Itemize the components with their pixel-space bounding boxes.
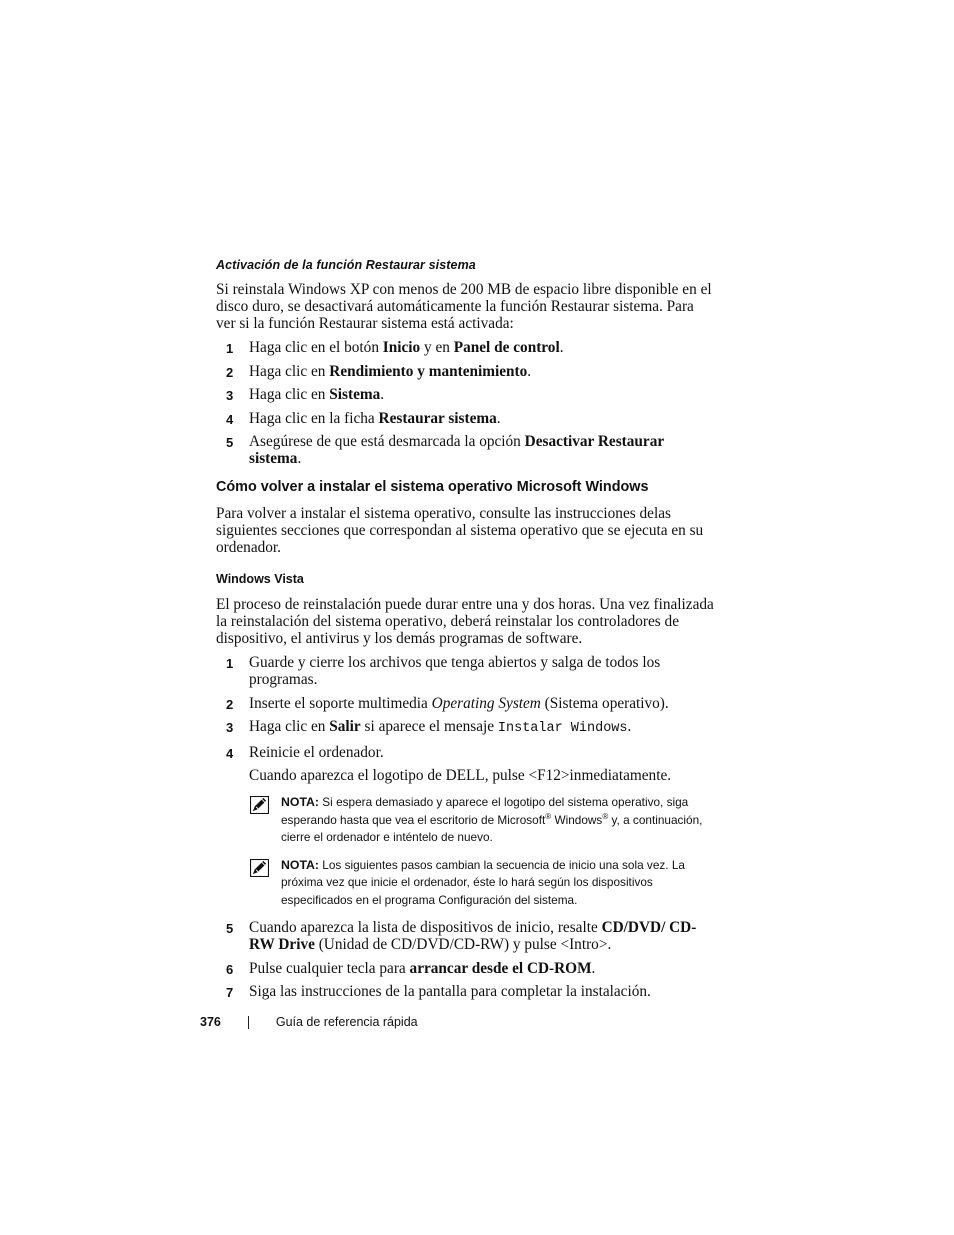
ui-term: Salir [329, 718, 361, 735]
step-text: (Sistema operativo). [540, 694, 669, 712]
step-text: si aparece el mensaje [360, 718, 498, 735]
note-label: NOTA: [281, 795, 320, 809]
subsection-heading: Windows Vista [216, 572, 304, 586]
note-body: y, a continuación, cierre el ordenador e inténtelo de nuevo. [281, 812, 703, 844]
step-number: 1 [226, 656, 234, 671]
step-text: . [627, 718, 632, 735]
step-item [216, 960, 716, 977]
step-text: Haga clic en la ficha [249, 409, 379, 427]
step-number: 1 [226, 341, 234, 356]
step-number: 5 [226, 921, 234, 936]
step-text: (Unidad de CD/DVD/CD-RW) y pulse <Intro>. [314, 936, 612, 953]
step-item [216, 919, 716, 953]
step-item [216, 983, 716, 1000]
note-box [216, 794, 716, 847]
ui-term: Rendimiento y mantenimiento [329, 362, 528, 380]
step-number: 3 [226, 720, 234, 735]
steps-list-vista [216, 654, 716, 761]
step-text: . [297, 450, 302, 467]
step-number: 6 [226, 961, 234, 977]
step-text: Guarde y cierre los archivos que tenga abiertos y salga de todos los programas. [249, 654, 661, 688]
step-number: 4 [226, 745, 234, 761]
note-pencil-icon [250, 859, 269, 877]
ui-term: CD/DVD/ CD-RW Drive [249, 919, 697, 953]
step-text: Haga clic en [249, 386, 330, 403]
step-item [216, 339, 716, 356]
ui-term: Desactivar Restaurar sistema [249, 433, 664, 467]
step-number: 7 [226, 985, 234, 1000]
step-text: Haga clic en el botón [249, 339, 383, 356]
step-number: 2 [226, 696, 234, 712]
step-item [216, 654, 716, 688]
step-item [216, 363, 716, 380]
step-number: 5 [226, 435, 234, 450]
step-text: . [380, 386, 385, 403]
page-number: 376 [200, 1015, 221, 1029]
note-text [281, 794, 716, 847]
note-body: Los siguientes pasos cambian la secuencia de inicio una sola vez. La próxima vez que inicie el ordenador, éste lo hará según los dispositivos especificados en el programa Configuración del sistema. [281, 857, 685, 907]
note-label: NOTA: [281, 857, 320, 872]
step-text: Pulse cualquier tecla para [249, 959, 410, 977]
step-text: Cuando aparezca la lista de dispositivos de inicio, resalte [249, 919, 602, 936]
note-body: Windows [551, 812, 603, 827]
step-item [216, 718, 716, 737]
step-number: 4 [226, 411, 234, 427]
step-item [216, 433, 716, 467]
steps-list-vista-continued [216, 919, 716, 1000]
step-text: y en [420, 339, 454, 356]
media-title: Operating System [431, 694, 541, 712]
step-text: Reinicie el ordenador. [249, 743, 384, 761]
section-paragraph: Si reinstala Windows XP con menos de 200 MB de espacio libre disponible en el disco duro, se desactivará automáticamente la función Restaurar sistema. Para ver si la función Restaurar sistema está activada: [216, 281, 712, 332]
step-text: Siga las instrucciones de la pantalla para completar la instalación. [249, 983, 651, 1000]
ui-term: Sistema [329, 386, 381, 403]
registered-mark: ® [602, 811, 609, 821]
ui-term: Inicio [382, 339, 421, 356]
note-body: Si espera demasiado y aparece el logotipo del sistema operativo, siga esperando hasta que vea el escritorio de Microsoft [281, 795, 689, 827]
step-text: Haga clic en [249, 362, 330, 380]
section-paragraph: El proceso de reinstalación puede durar entre una y dos horas. Una vez finalizada la reinstalación del sistema operativo, deberá reinstalar los controladores de dispositivo, el antivirus y los demás programas de software. [216, 596, 714, 647]
step-text: . [496, 409, 501, 427]
ui-term: Panel de control [453, 339, 560, 356]
steps-list-restore [216, 339, 716, 467]
page-footer [200, 1015, 418, 1029]
step-number: 2 [226, 364, 234, 380]
step-item [216, 744, 716, 761]
footer-title: Guía de referencia rápida [275, 1015, 418, 1029]
step-number: 3 [226, 388, 234, 403]
page-content [216, 258, 716, 1007]
section-paragraph: Para volver a instalar el sistema operativo, consulte las instrucciones delas siguientes secciones que correspondan al sistema operativo que se ejecuta en su ordenador. [216, 505, 704, 556]
step-item [216, 695, 716, 712]
step-item [216, 386, 716, 403]
step-item [216, 410, 716, 427]
section-subheading: Activación de la función Restaurar sistema [216, 258, 476, 272]
ui-term: Restaurar sistema [378, 409, 497, 427]
step-continuation: Cuando aparezca el logotipo de DELL, pulse <F12>inmediatamente. [249, 767, 672, 784]
note-pencil-icon [250, 796, 269, 814]
step-text: . [591, 959, 596, 977]
section-heading: Cómo volver a instalar el sistema operativo Microsoft Windows [216, 479, 649, 495]
registered-mark: ® [545, 811, 552, 821]
ui-term: arrancar desde el CD-ROM [409, 959, 592, 977]
step-text: . [527, 362, 532, 380]
step-text: . [559, 339, 564, 356]
note-box [216, 857, 716, 910]
note-text [281, 857, 716, 910]
footer-divider [248, 1016, 249, 1029]
step-text: Inserte el soporte multimedia [249, 694, 432, 712]
step-text: Haga clic en [249, 718, 330, 735]
step-text: Asegúrese de que está desmarcada la opción [249, 433, 525, 450]
system-message: Instalar Windows [497, 721, 628, 736]
